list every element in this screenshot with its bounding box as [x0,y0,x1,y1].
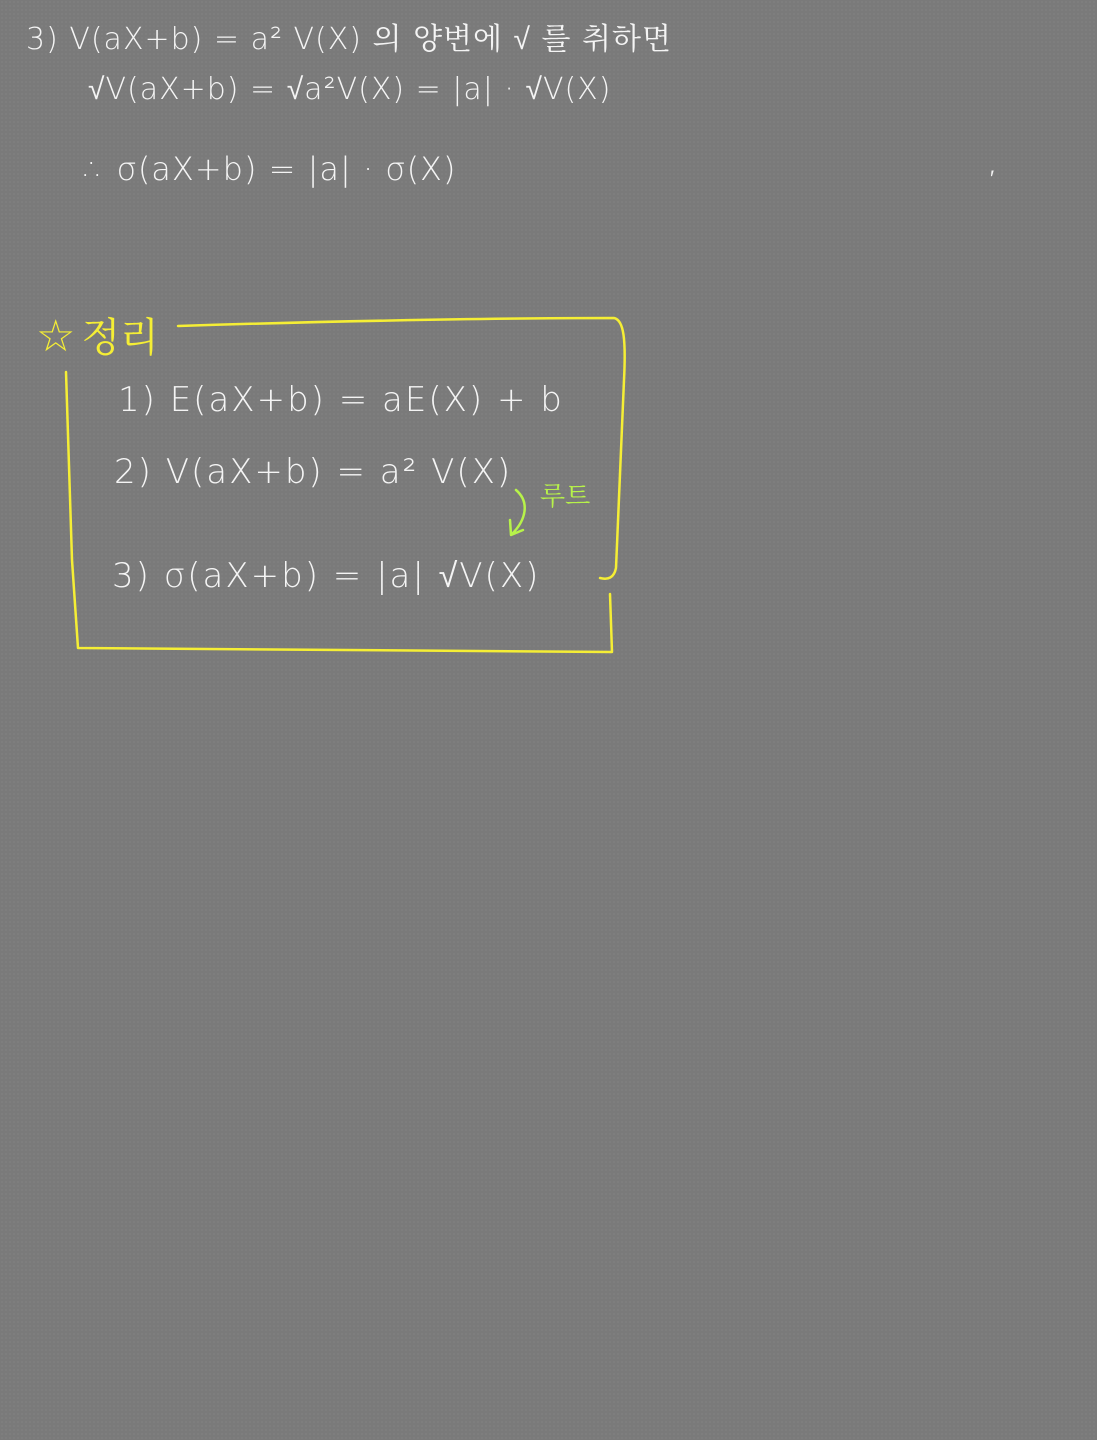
summary-formula-2: 2) V(aX+b) = a² V(X) [114,452,513,492]
summary-formula-1: 1) E(aX+b) = aE(X) + b [118,380,564,420]
derivation-line-2: √V(aX+b) = √a²V(X) = |a| · √V(X) [88,72,612,107]
star-icon: ☆ [36,311,76,362]
root-arrow-icon [510,490,525,535]
derivation-line-1: 3) V(aX+b) = a² V(X) 의 양변에 √ 를 취하면 [26,22,672,57]
derivation-conclusion: ∴ σ(aX+b) = |a| · σ(X) [84,150,457,188]
root-note: 루트 [540,482,591,512]
stray-pen-mark: ′ [990,167,996,192]
summary-formula-3: 3) σ(aX+b) = |a| √V(X) [112,556,541,596]
summary-title-text: 정리 [81,315,159,361]
